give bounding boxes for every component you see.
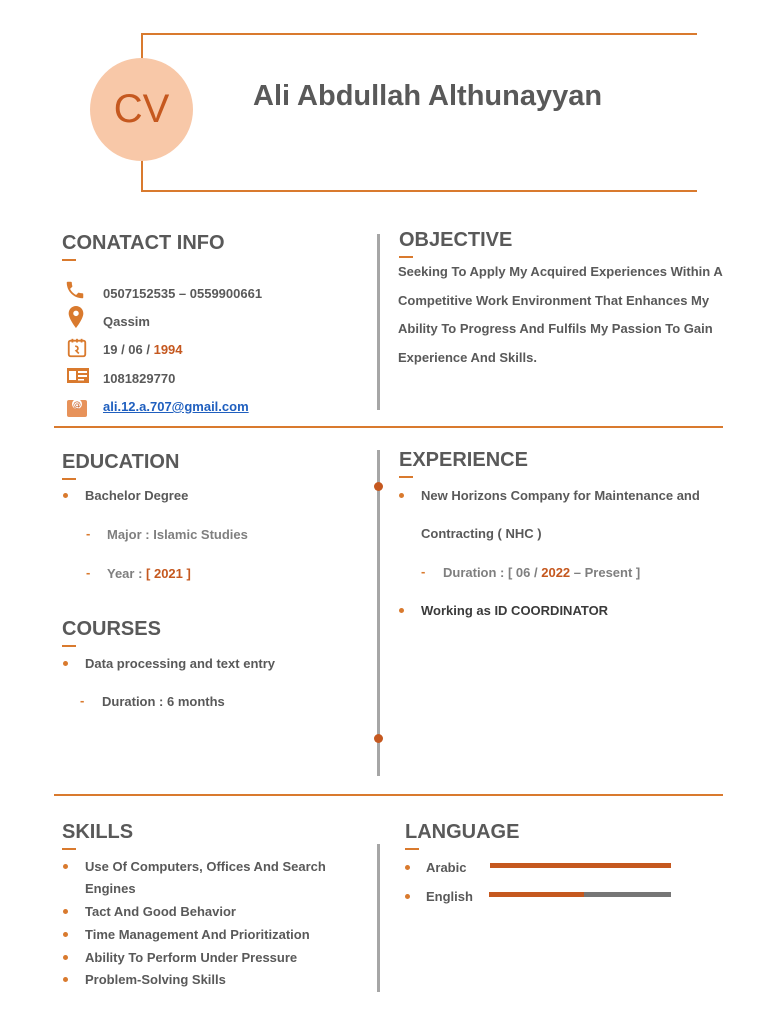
- objective-line: Seeking To Apply My Acquired Experiences Within A: [398, 264, 723, 279]
- phone-icon: [64, 279, 86, 301]
- skill-item: Problem-Solving Skills: [85, 972, 226, 987]
- contact-location: Qassim: [103, 314, 150, 329]
- contact-birthdate: 19 / 06 / 1994: [103, 342, 183, 357]
- education-year: Year : [ 2021 ]: [107, 566, 191, 581]
- bullet: [63, 864, 68, 869]
- column-divider-top: [377, 234, 380, 410]
- id-card-icon: [66, 366, 88, 388]
- contact-email-link[interactable]: ali.12.a.707@gmail.com: [103, 399, 249, 414]
- language-name-english: English: [426, 889, 473, 904]
- experience-title: EXPERIENCE: [399, 449, 528, 472]
- dash: -: [86, 526, 91, 541]
- education-major: Major : Islamic Studies: [107, 527, 248, 542]
- course-name: Data processing and text entry: [85, 656, 275, 671]
- svg-text:@: @: [73, 400, 81, 409]
- dash: -: [421, 564, 426, 579]
- bullet: [63, 955, 68, 960]
- education-title: EDUCATION: [62, 451, 179, 474]
- objective-line: Competitive Work Environment That Enhances My: [398, 293, 710, 308]
- language-bar-fill-arabic: [490, 863, 671, 868]
- dash: -: [86, 565, 91, 580]
- contact-id-number: 1081829770: [103, 371, 176, 386]
- timeline-dot: [374, 482, 383, 491]
- section-divider-2: [54, 794, 723, 796]
- candidate-name: Ali Abdullah Althunayyan: [253, 80, 603, 112]
- bullet: [63, 493, 68, 498]
- bullet: [63, 977, 68, 982]
- objective-line: Ability To Progress And Fulfils My Passion To Gain: [398, 321, 713, 336]
- bullet: [63, 909, 68, 914]
- experience-duration: Duration : [ 06 / 2022 – Present ]: [443, 565, 641, 580]
- language-title: LANGUAGE: [405, 821, 519, 844]
- courses-title: COURSES: [62, 618, 161, 641]
- location-pin-icon: [65, 305, 87, 327]
- experience-company-line2: Contracting ( NHC ): [421, 526, 542, 541]
- cv-badge: [90, 58, 193, 161]
- objective-line: Experience And Skills.: [398, 350, 537, 365]
- skill-item: Use Of Computers, Offices And Search: [85, 859, 326, 874]
- dash: -: [80, 693, 85, 708]
- calendar-icon: [66, 337, 88, 359]
- bullet: [399, 608, 404, 613]
- language-bar-english: [489, 892, 671, 897]
- contact-phone: 0507152535 – 0559900661: [103, 286, 263, 301]
- education-degree: Bachelor Degree: [85, 488, 189, 503]
- bullet: [405, 865, 410, 870]
- objective-title: OBJECTIVE: [399, 229, 512, 252]
- section-divider-1: [54, 426, 723, 428]
- skill-item: Tact And Good Behavior: [85, 904, 236, 919]
- timeline-dot: [374, 734, 383, 743]
- contact-title: CONATACT INFO: [62, 232, 225, 255]
- language-bar-arabic: [490, 863, 671, 868]
- bullet: [63, 661, 68, 666]
- bullet: [399, 493, 404, 498]
- experience-company-line1: New Horizons Company for Maintenance and: [421, 488, 700, 503]
- skill-item: Ability To Perform Under Pressure: [85, 950, 298, 965]
- language-bar-fill-english: [489, 892, 584, 897]
- column-divider-bottom: [377, 844, 380, 992]
- bullet: [63, 932, 68, 937]
- experience-role: Working as ID COORDINATOR: [421, 603, 609, 618]
- column-divider-middle: [377, 450, 380, 776]
- skills-title: SKILLS: [62, 821, 133, 844]
- skill-item: Time Management And Prioritization: [85, 927, 310, 942]
- course-duration: Duration : 6 months: [102, 694, 225, 709]
- cv-badge-text: CV: [113, 87, 170, 131]
- language-name-arabic: Arabic: [426, 860, 467, 875]
- bullet: [405, 894, 410, 899]
- email-icon: [66, 394, 88, 416]
- skill-item-continuation: Engines: [85, 881, 136, 896]
